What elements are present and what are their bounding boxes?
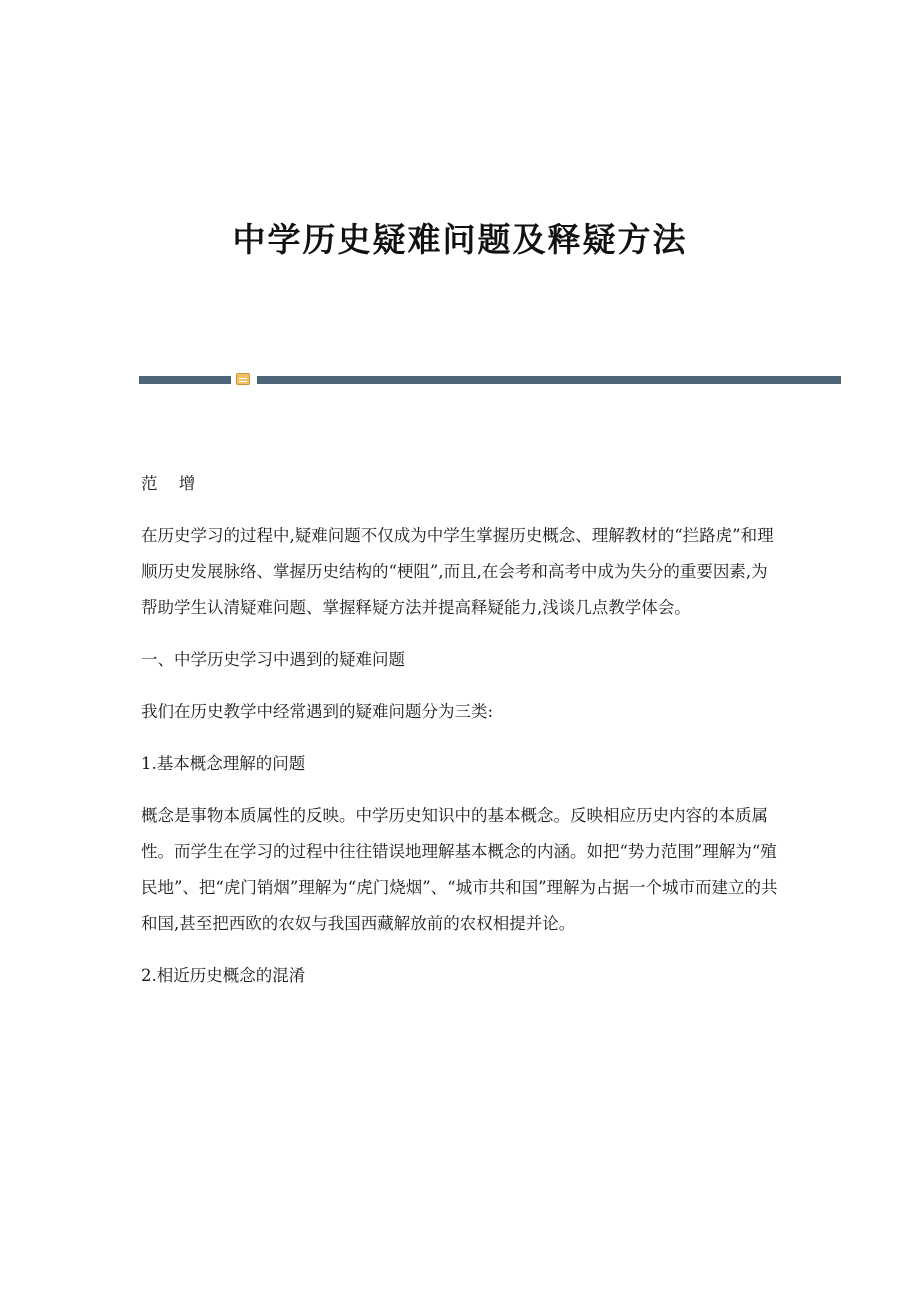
paragraph: 我们在历史教学中经常遇到的疑难问题分为三类: — [141, 702, 494, 721]
divider-left-segment — [139, 376, 231, 384]
subheading-1: 1.基本概念理解的问题 — [141, 754, 306, 773]
author-name: 范 增 — [141, 474, 204, 493]
paragraph: 概念是事物本质属性的反映。中学历史知识中的基本概念。反映相应历史内容的本质属性。而学生在学习的过程中往往错误地理解基本概念的内涵。如把“势力范围”理解为“殖民地”、把“虎门销烟”理解为“虎门烧烟”、“城市共和国”理解为占据一个城市而建立的共和国,甚至把西欧的农奴与我国西藏解放前的农权相提并论。 — [141, 806, 778, 933]
title-divider — [139, 372, 841, 386]
divider-right-segment — [257, 376, 841, 384]
page-title: 中学历史疑难问题及释疑方法 — [232, 220, 688, 259]
divider-ornament-icon — [236, 373, 250, 385]
section-heading-1: 一、中学历史学习中遇到的疑难问题 — [141, 650, 405, 669]
subheading-2: 2.相近历史概念的混淆 — [141, 966, 306, 985]
document-body — [141, 466, 781, 1010]
intro-paragraph: 在历史学习的过程中,疑难问题不仅成为中学生掌握历史概念、理解教材的“拦路虎”和理顺历史发展脉络、掌握历史结构的“梗阻”,而且,在会考和高考中成为失分的重要因素,为帮助学生认清疑难问题、掌握释疑方法并提高释疑能力,浅谈几点教学体会。 — [141, 526, 774, 617]
